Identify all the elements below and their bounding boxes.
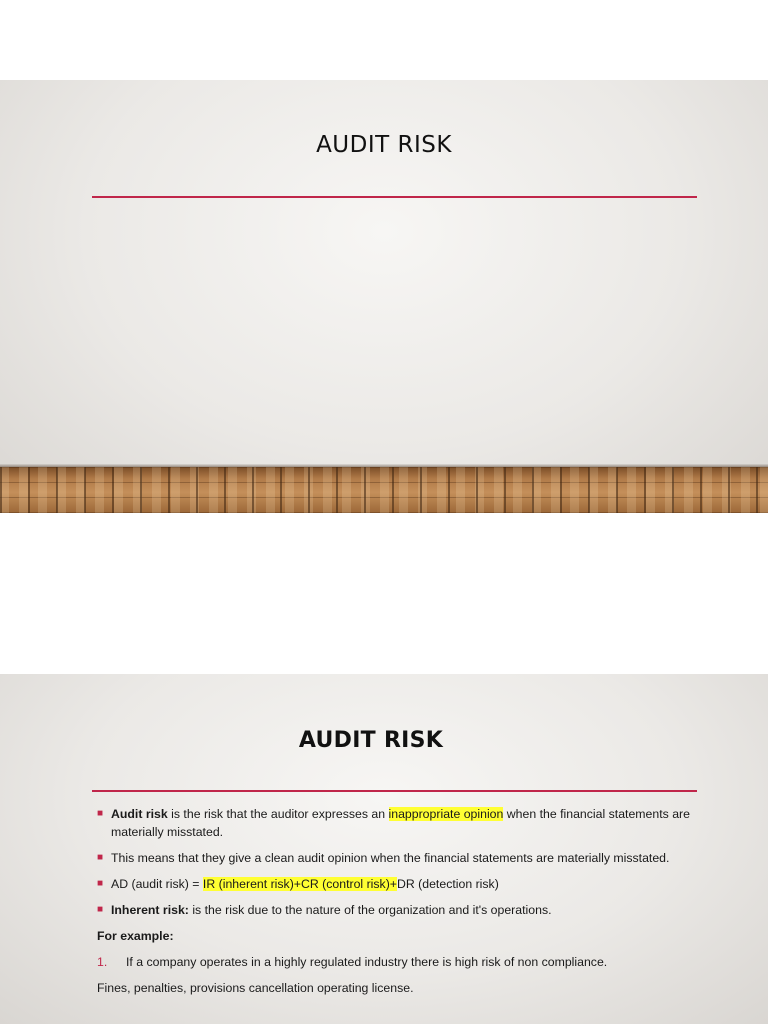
highlighted-text: IR (inherent risk)+CR (control risk)+	[202, 877, 397, 891]
slide-2-title: AUDIT RISK	[298, 728, 444, 753]
slide-1-title: AUDIT RISK	[316, 132, 452, 158]
term-audit-risk: Audit risk	[111, 807, 168, 821]
item-number: 1.	[97, 955, 108, 969]
wood-floor	[0, 467, 768, 513]
bullet-icon: ■	[97, 808, 104, 819]
numbered-item-1	[97, 953, 697, 971]
slide-2	[0, 674, 768, 1024]
bullet-clean-opinion	[97, 849, 697, 867]
bullet-icon: ■	[97, 852, 104, 863]
slide-1	[0, 80, 768, 513]
bullet-icon: ■	[97, 878, 104, 889]
slide-2-body	[97, 805, 697, 1005]
example-label	[97, 927, 697, 945]
title-underline	[92, 790, 697, 792]
bullet-text: DR (detection risk)	[396, 877, 499, 891]
bullet-inherent-risk	[97, 901, 697, 919]
bullet-audit-risk	[97, 805, 697, 841]
term-inherent-risk: Inherent risk:	[111, 903, 189, 917]
item-text: If a company operates in a highly regulated industry there is high risk of non compliance.	[126, 955, 608, 969]
note-text: Fines, penalties, provisions cancellation operating license.	[97, 981, 414, 995]
bullet-formula	[97, 875, 697, 893]
bullet-text: is the risk due to the nature of the organization and it's operations.	[188, 903, 552, 917]
bullet-text: AD (audit risk) =	[111, 877, 203, 891]
bullet-icon: ■	[97, 904, 104, 915]
bullet-text: when the financial statements are materially misstated.	[111, 807, 690, 839]
bullet-text: This means that they give a clean audit opinion when the financial statements are materially misstated.	[111, 851, 670, 865]
example-label-text: For example:	[97, 929, 174, 943]
title-underline	[92, 196, 697, 198]
highlighted-text: inappropriate opinion	[388, 807, 504, 821]
bullet-text: is the risk that the auditor expresses an	[167, 807, 389, 821]
